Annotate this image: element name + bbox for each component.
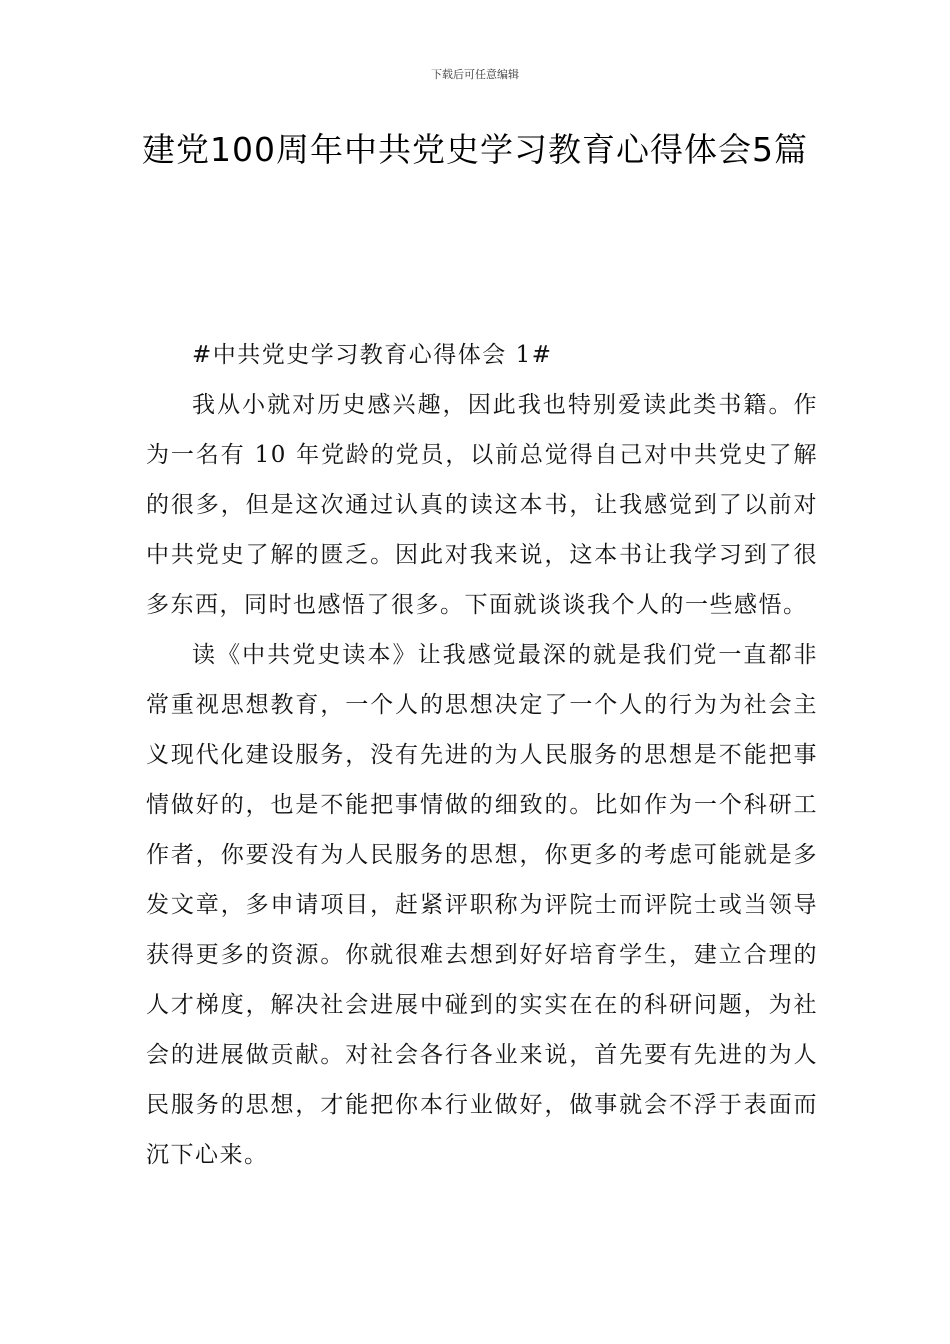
document-body xyxy=(146,330,818,1180)
header-note: 下载后可任意编辑 xyxy=(431,68,519,81)
paragraph-2: 读《中共党史读本》让我感觉最深的就是我们党一直都非常重视思想教育，一个人的思想决定了一个人的行为为社会主义现代化建设服务，没有先进的为人民服务的思想是不能把事情做好的，也是不能把事情做的细致的。比如作为一个科研工作者，你要没有为人民服务的思想，你更多的考虑可能就是多发文章，多申请项目，赶紧评职称为评院士而评院士或当领导获得更多的资源。你就很难去想到好好培育学生，建立合理的人才梯度，解决社会进展中碰到的实实在在的科研问题，为社会的进展做贡献。对社会各行各业来说，首先要有先进的为人民服务的思想，才能把你本行业做好，做事就会不浮于表面而沉下心来。 xyxy=(146,642,818,1168)
section-heading: #中共党史学习教育心得体会 1# xyxy=(192,342,553,368)
document-title: 建党100周年中共党史学习教育心得体会5篇 xyxy=(142,130,808,169)
paragraph-1: 我从小就对历史感兴趣，因此我也特别爱读此类书籍。作为一名有 10 年党龄的党员，以前总觉得自己对中共党史了解的很多，但是这次通过认真的读这本书，让我感觉到了以前对中共党史了解的匮乏。因此对我来说，这本书让我学习到了很多东西，同时也感悟了很多。下面就谈谈我个人的一些感悟。 xyxy=(146,392,818,618)
